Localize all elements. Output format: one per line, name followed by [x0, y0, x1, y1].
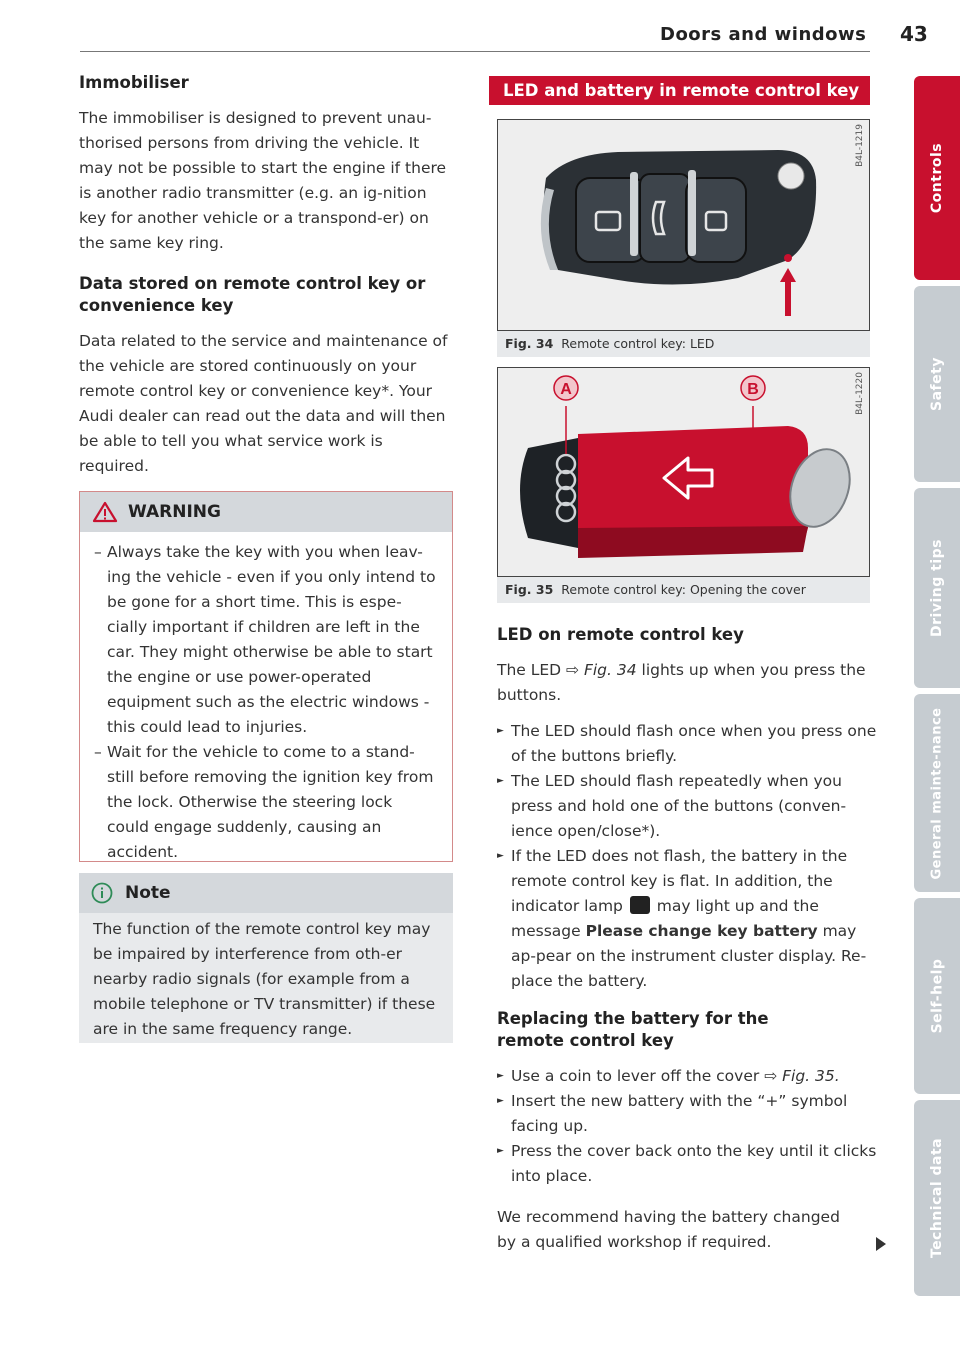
figure-code: B4L-1219 — [855, 124, 865, 167]
replace-heading: Replacing the battery for the remote control key — [497, 1009, 769, 1050]
list-item: ► If the LED does not flash, the battery in the remote control key is flat. In addition, the indicator lamp may light up and the message Please change key battery may ap-pear on the instrument cluster display. Re-place the battery. — [497, 844, 877, 994]
figure-35 — [497, 367, 870, 577]
warning-item: – Wait for the vehicle to come to a stand-still before removing the ignition key from the lock. Otherwise the steering lock could engage suddenly, causing an accident. — [94, 740, 438, 865]
tab-controls[interactable]: Controls — [914, 76, 960, 280]
marker-a: A — [560, 381, 572, 398]
list-item: ► Insert the new battery with the “+” symbol facing up. — [497, 1089, 877, 1139]
warning-list — [80, 532, 452, 865]
figure-35-caption: Fig. 35 Remote control key: Opening the cover — [497, 577, 870, 603]
data-stored-heading: Data stored on remote control key or convenience key — [79, 274, 426, 315]
recommend-text: We recommend having the battery changed by a qualified workshop if required. — [497, 1208, 840, 1251]
figure-code: B4L-1220 — [855, 372, 865, 415]
continue-arrow-icon — [876, 1237, 886, 1251]
warning-header — [80, 492, 452, 532]
warning-triangle-icon — [92, 501, 118, 523]
data-stored-text: Data related to the service and maintenance of the vehicle are stored continuously on your remote control key or convenience key*. Your Audi dealer can read out the data and will then be able to tell you what service work is required. — [79, 332, 448, 475]
tab-general-maintenance[interactable]: General mainte-nance — [914, 694, 960, 892]
key-cover-illustration — [498, 368, 870, 577]
key-led-illustration — [498, 120, 870, 331]
running-header: Doors and windows — [660, 24, 867, 45]
key-indicator-lamp-icon — [630, 896, 650, 914]
tab-technical-data[interactable]: Technical data — [914, 1100, 960, 1296]
page-number: 43 — [900, 22, 928, 46]
led-heading: LED on remote control key — [497, 625, 744, 644]
info-icon — [91, 882, 113, 904]
note-title: Note — [125, 883, 171, 903]
immobiliser-text: The immobiliser is designed to prevent unau-thorised persons from driving the vehicle. It may not be possible to start the engine if there is another radio transmitter (e.g. an ig-nition key for another vehicle or a transpond-er) on the same key ring. — [79, 109, 447, 252]
header-rule — [80, 51, 870, 52]
replace-bullets — [497, 1064, 877, 1189]
note-header — [79, 873, 453, 913]
led-intro: The LED ⇨ Fig. 34 lights up when you press the buttons. — [497, 661, 866, 704]
tab-self-help[interactable]: Self-help — [914, 898, 960, 1094]
tab-driving-tips[interactable]: Driving tips — [914, 488, 960, 688]
left-column — [79, 72, 453, 479]
warning-item: – Always take the key with you when leav-ing the vehicle - even if you only intend to be gone for a short time. This is espe-cially important if children are left in the car. They might otherwise be able to start the engine or use power-operated equipment such as the electric windows - this could lead to injuries. — [94, 540, 438, 740]
note-box — [79, 873, 453, 1043]
list-item: ► The LED should flash repeatedly when you press and hold one of the buttons (conven-ience open/close*). — [497, 769, 877, 844]
led-bullets — [497, 719, 877, 994]
section-title-bar: LED and battery in remote control key — [489, 76, 870, 105]
fig35-link[interactable]: ⇨ Fig. 35. — [764, 1067, 840, 1085]
figure-34-caption: Fig. 34 Remote control key: LED — [497, 331, 870, 357]
list-item: ► Use a coin to lever off the cover ⇨ Fig. 35. — [497, 1064, 877, 1089]
tab-safety[interactable]: Safety — [914, 286, 960, 482]
list-item: ► The LED should flash once when you press one of the buttons briefly. — [497, 719, 877, 769]
note-text: The function of the remote control key may be impaired by interference from oth-er nearby radio signals (for example from a mobile telephone or TV transmitter) if these are in the same frequency range. — [93, 920, 436, 1038]
warning-box — [79, 491, 453, 862]
fig34-link[interactable]: ⇨ Fig. 34 — [566, 661, 637, 679]
warning-title: WARNING — [128, 502, 221, 522]
figure-34 — [497, 119, 870, 331]
list-item: ► Press the cover back onto the key until it clicks into place. — [497, 1139, 877, 1189]
marker-b: B — [747, 381, 759, 398]
immobiliser-heading: Immobiliser — [79, 73, 189, 92]
